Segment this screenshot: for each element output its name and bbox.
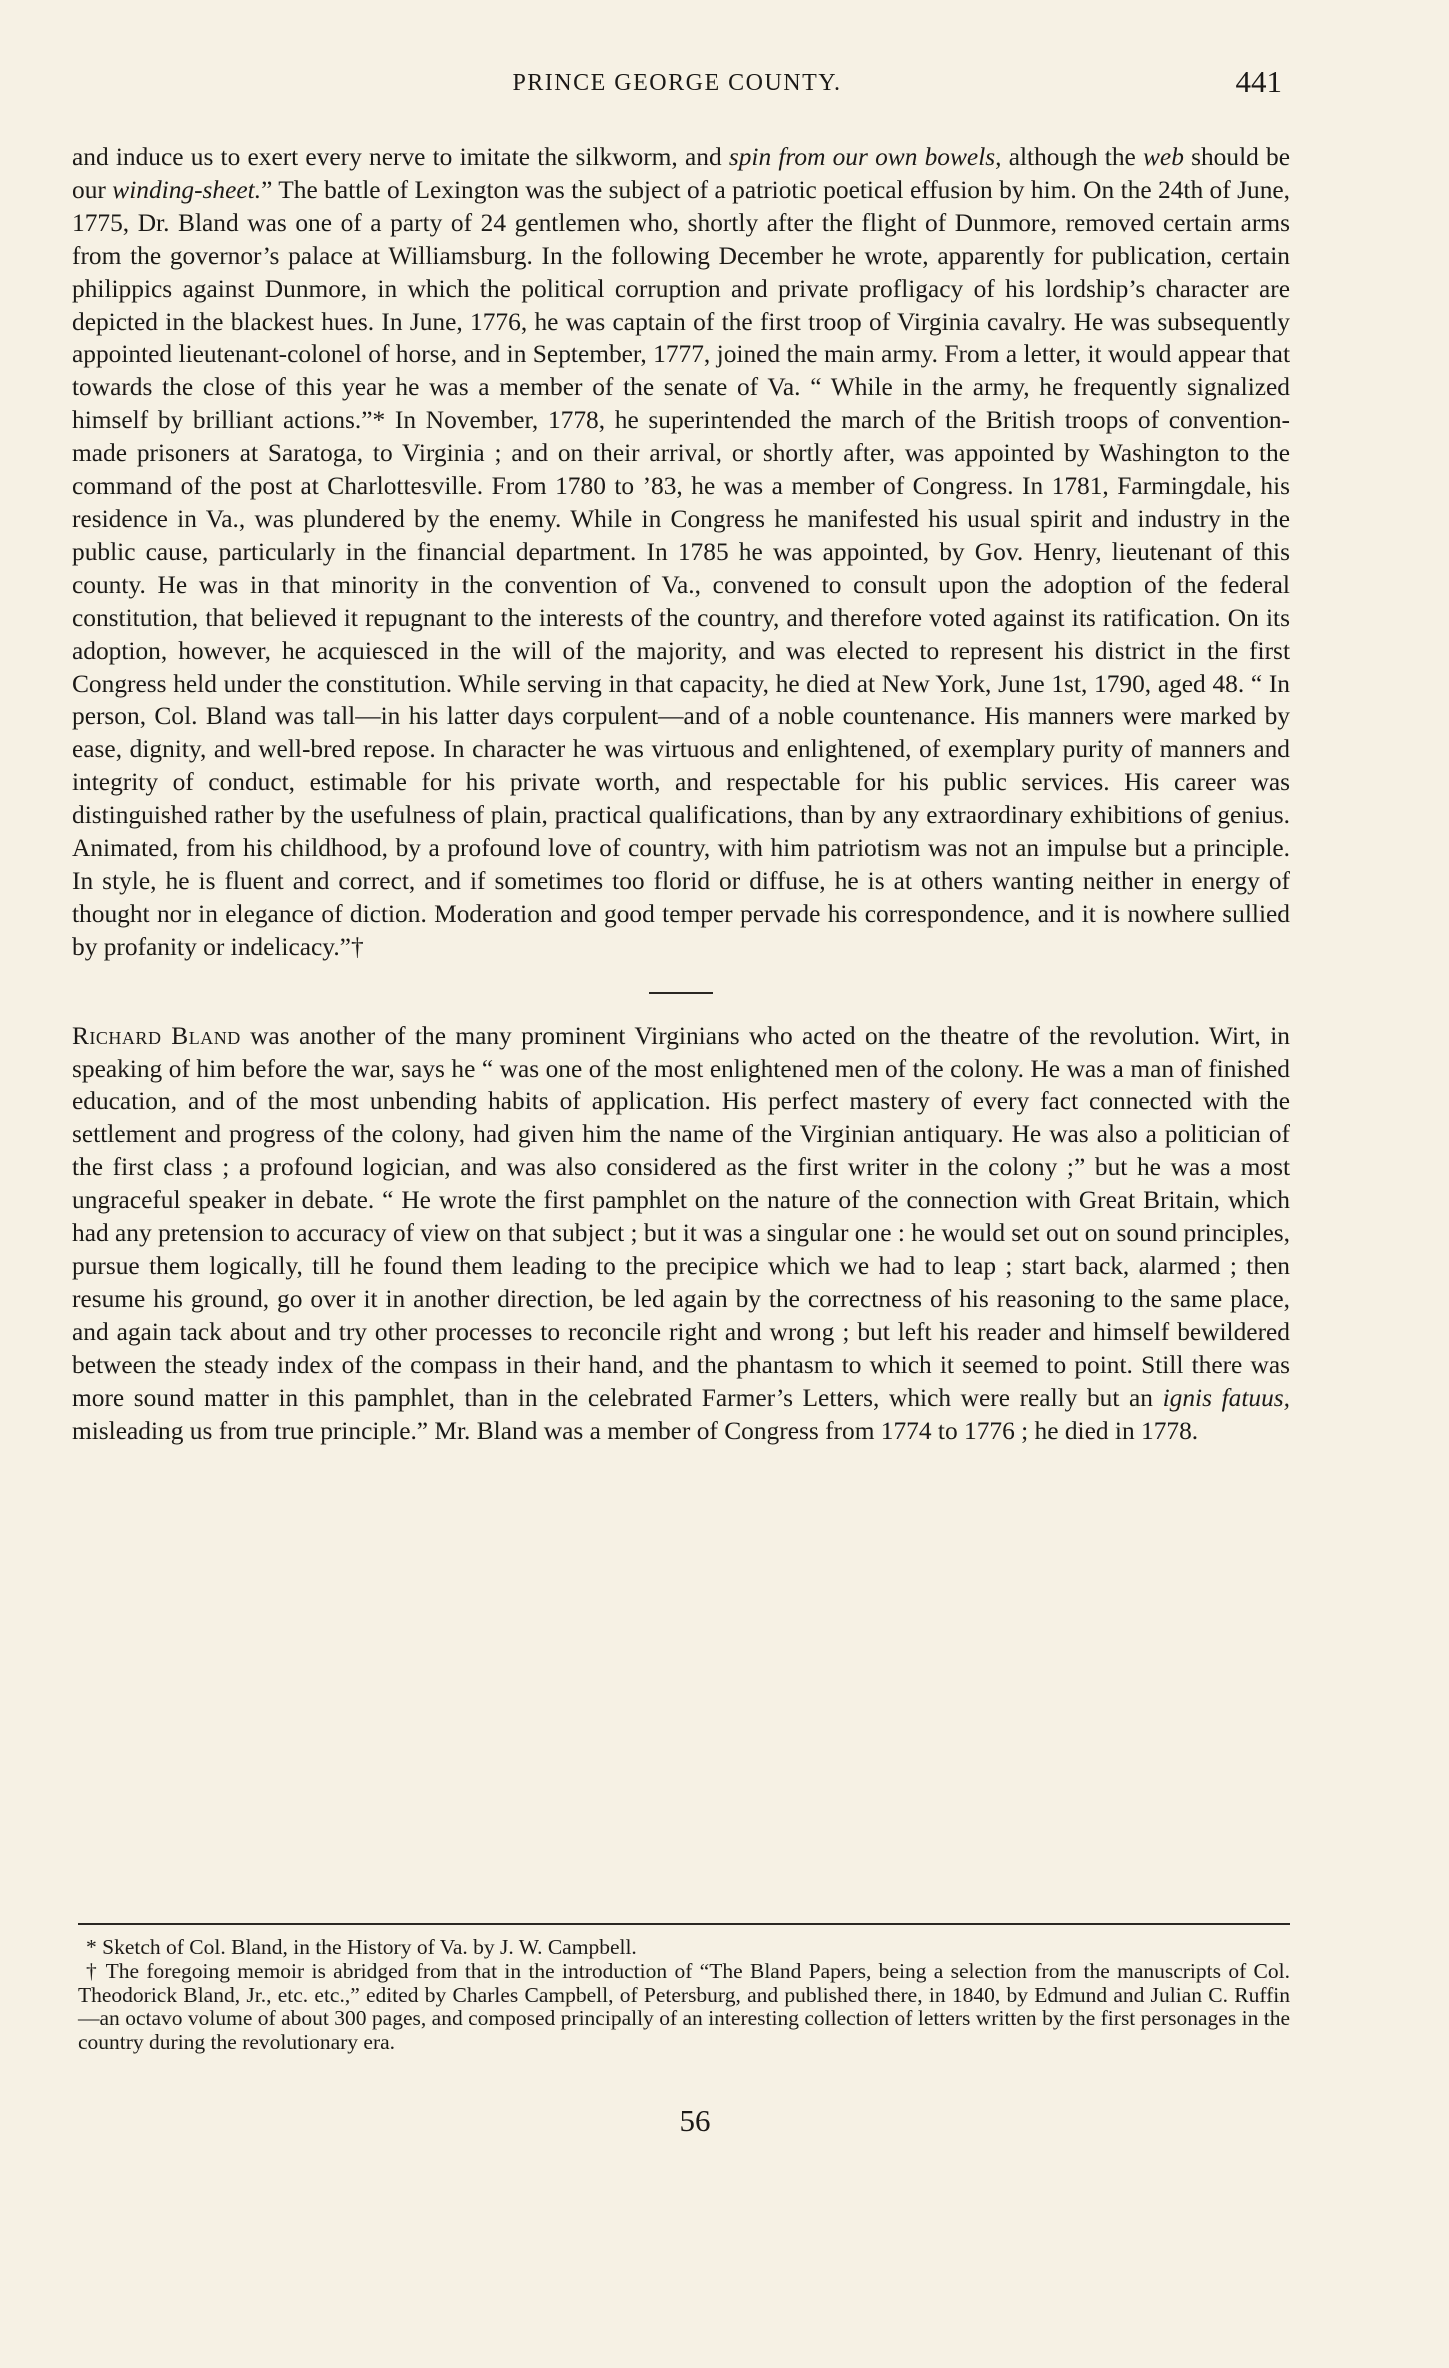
text-run: misleading us from true principle.” Mr. Bland was a member of Congress from 1774 to 1776 ; he died in 1778. <box>72 1416 1199 1445</box>
text-run: although the <box>1001 143 1143 171</box>
text-run: should be our <box>72 143 1290 204</box>
page-header <box>72 64 1282 104</box>
footnotes <box>78 1936 1290 2055</box>
footnote-1: * Sketch of Col. Bland, in the History of Va. by J. W. Campbell. <box>86 1935 637 1959</box>
paragraph-bland-theodorick <box>72 141 1290 964</box>
text-run: was another of the many prominent Virginians who acted on the theatre of the revolution. Wirt, in speaking of him before the war, says he “ was one of the most enlightened men of the colony. He was a man of finished education, and of the most unbending habits of application. His perfect mastery of every fact connected with the settlement and progress of the colony, had given him the name of the Virginian antiquary. He was also a politician of the first class ; a profound logician, and was also considered as the first writer in the colony ;” but he was a most ungraceful speaker in debate. “ He wrote the first pamphlet on the nature of the connection with Great Britain, which had any pretension to accuracy of view on that subject ; but it was a singular one : he would set out on sound principles, pursue them logically, till he found them leading to the precipice which we had to leap ; start back, alarmed ; then resume his ground, go over it in another direction, be led again by the correctness of his reasoning to the same place, and again tack about and try other processes to reconcile right and wrong ; but left his reader and himself bewildered between the steady index of the compass in their hand, and the phantasm to which it seemed to point. Still there was more sound matter in this pamphlet, than in the celebrated Farmer’s Letters, which were really but an <box>72 1021 1290 1412</box>
italic-text: winding-sheet. <box>112 175 262 204</box>
body-text <box>72 141 1290 1447</box>
italic-text: web <box>1143 143 1184 171</box>
footnote-2: † The foregoing memoir is abridged from that in the introduction of “The Bland Papers, being a selection from the manuscripts of Col. Theodorick Bland, Jr., etc. etc.,” edited by Charles Campbell, of Petersburg, and published there, in 1840, by Edmund and Julian C. Ruffin—an octavo volume of about 300 pages, and composed principally of an interesting collection of letters written by the first personages in the country during the revolutionary era. <box>78 1958 1290 2055</box>
running-head: PRINCE GEORGE COUNTY. <box>512 70 842 96</box>
paragraph-richard-bland <box>72 1020 1290 1448</box>
italic-text: ignis fatuus, <box>1162 1383 1290 1412</box>
signature-mark: 56 <box>679 2103 711 2138</box>
section-divider <box>649 992 713 994</box>
footnote-rule <box>78 1923 1290 1925</box>
person-name: Richard Bland <box>72 1021 241 1050</box>
text-run: ” The battle of Lexington was the subject of a patriotic poetical effusion by him. On the 24th of June, 1775, Dr. Bland was one of a party of 24 gentlemen who, shortly after the flight of Dunmore, removed certain arms from the governor’s palace at Williamsburg. In the following December he wrote, apparently for publication, certain philippics against Dunmore, in which the political corruption and private profligacy of his lordship’s character are depicted in the blackest hues. In June, 1776, he was captain of the first troop of Virginia cavalry. He was subsequently appointed lieutenant-colonel of horse, and in September, 1777, joined the main army. From a letter, it would appear that towards the close of this year he was a member of the senate of Va. “ While in the army, he frequently signalized himself by brilliant actions.”* In November, 1778, he superintended the march of the British troops of convention-made prisoners at Saratoga, to Virginia ; and on their arrival, or shortly after, was appointed by Washington to the command of the post at Charlottesville. From 1780 to ’83, he was a member of Congress. In 1781, Farmingdale, his residence in Va., was plundered by the enemy. While in Congress he manifested his usual spirit and industry in the public cause, particularly in the financial department. In 1785 he was appointed, by Gov. Henry, lieutenant of this county. He was in that minority in the convention of Va., convened to consult upon the adoption of the federal constitution, that believed it repugnant to the interests of the country, and therefore voted against its ratification. On its adoption, however, he acquiesced in the will of the majority, and was elected to represent his district in the first Congress held under the constitution. While serving in that capacity, he died at New York, June 1st, 1790, aged 48. “ In person, Col. Bland was tall—in his latter days corpulent—and of a noble countenance. His manners were marked by ease, dignity, and well-bred repose. In character he was virtuous and enlightened, of exemplary purity of manners and integrity of conduct, estimable for his private worth, and respectable for his public services. His career was distinguished rather by the usefulness of plain, practical qualifications, than by any extraordinary exhibitions of genius. Animated, from his childhood, by a profound love of country, with him patriotism was not an impulse but a principle. In style, he is fluent and correct, and if sometimes too florid or diffuse, he is at others wanting neither in energy of thought nor in elegance of diction. Moderation and good temper pervade his correspondence, and it is nowhere sullied by profanity or indelicacy.”† <box>72 175 1291 961</box>
page-number: 441 <box>1235 64 1282 99</box>
text-run: and induce us to exert every nerve to imitate the silkworm, and <box>72 143 729 171</box>
italic-text: spin from our own bowels, <box>728 143 1002 171</box>
